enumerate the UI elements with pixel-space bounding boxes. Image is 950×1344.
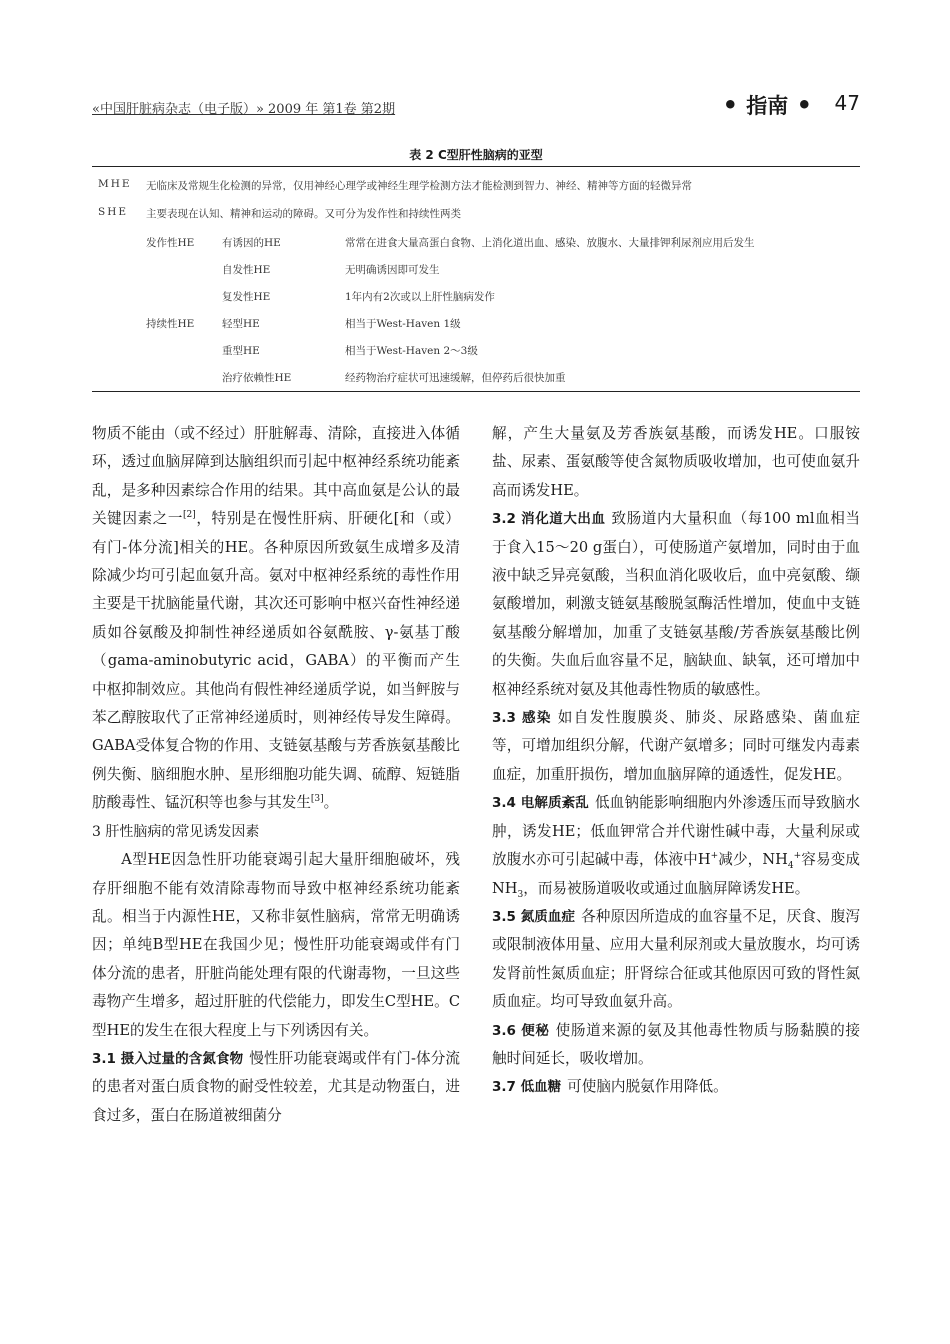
text: 如自发性腹膜炎、肺炎、尿路感染、菌血症等，可增加组织分解，代谢产氨增多；同时可继发内毒素血症，加重肝损伤，增加血脑屏障的通透性，促发HE。 bbox=[492, 709, 860, 783]
bullet-icon: • bbox=[722, 91, 747, 119]
text: 减少，NH bbox=[718, 851, 788, 869]
paragraph: A型HE因急性肝功能衰竭引起大量肝细胞破坏，残存肝细胞不能有效清除毒物而导致中枢神经系统功能紊乱。相当于内源性HE，又称非氨性脑病，常常无明确诱因；单纯B型HE在我国少见；慢性肝功能衰竭或伴有门体分流的患者，肝脏尚能处理有限的代谢毒物，一旦这些毒物产生增多，超过肝脏的代偿能力，即发生C型HE。C型HE的发生在很大程度上与下列诱因有关。 bbox=[92, 851, 460, 1039]
superscript: + bbox=[793, 851, 802, 862]
text: ，而易被肠道吸收或通过血脑屏障诱发HE。 bbox=[523, 879, 810, 897]
superscript: + bbox=[710, 851, 719, 862]
table-cell: 经药物治疗症状可迅速缓解，但停药后很快加重 bbox=[345, 372, 566, 384]
table-cell: 持续性HE bbox=[146, 318, 195, 330]
page-header bbox=[92, 92, 860, 120]
reference: [2] bbox=[183, 510, 196, 521]
table-top-rule bbox=[92, 166, 860, 167]
text: 使肠道来源的氨及其他毒性物质与肠黏膜的接触时间延长，吸收增加。 bbox=[492, 1021, 860, 1067]
table-cell: 重型HE bbox=[222, 345, 260, 357]
text: 各种原因所造成的血容量不足，厌食、腹泻或限制液体用量、应用大量利尿剂或大量放腹水，均可诱发肾前性氮质血症；肝肾综合征或其他原因可致的肾性氮质血症。均可导致血氨升高。 bbox=[492, 907, 860, 1011]
paragraph bbox=[92, 420, 460, 818]
reference: [3] bbox=[310, 794, 324, 805]
text: 慢性肝功能衰竭或伴有门-体分流的患者对蛋白质食物的耐受性较差，尤其是动物蛋白，进食过多，蛋白在肠道被细菌分 bbox=[92, 1049, 460, 1124]
paragraph bbox=[492, 1073, 860, 1101]
subsection-heading: 3.2 消化道大出血 bbox=[492, 511, 606, 528]
paragraph bbox=[492, 903, 860, 1017]
table-row bbox=[92, 178, 892, 200]
table-cell: 常常在进食大量高蛋白食物、上消化道出血、感染、放腹水、大量排钾利尿剂应用后发生 bbox=[345, 237, 755, 249]
table-cell: 相当于West-Haven 1级 bbox=[345, 318, 461, 330]
table-cell: MHE bbox=[98, 178, 132, 190]
table-cell: 治疗依赖性HE bbox=[222, 372, 292, 384]
subsection-heading: 3.6 便秘 bbox=[492, 1022, 550, 1039]
subsection-heading: 3.3 感染 bbox=[492, 710, 552, 727]
table-cell: 自发性HE bbox=[222, 264, 271, 276]
table-cell: SHE bbox=[98, 206, 129, 218]
bullet-icon: • bbox=[788, 91, 812, 119]
journal-citation: «中国肝脏病杂志（电子版）» 2009 年 第1卷 第2期 bbox=[92, 102, 396, 117]
section-heading: 3 肝性脑病的常见诱发因素 bbox=[92, 823, 260, 840]
subsection-heading: 3.1 摄入过量的含氮食物 bbox=[92, 1050, 244, 1067]
paragraph bbox=[492, 789, 860, 903]
table-cell: 复发性HE bbox=[222, 291, 271, 303]
table-caption: 表 2 C型肝性脑病的亚型 bbox=[409, 148, 543, 162]
table-cell: 无明确诱因即可发生 bbox=[345, 264, 440, 276]
subscript: 4 bbox=[787, 861, 794, 871]
table-row bbox=[92, 343, 892, 365]
subsection-heading: 3.4 电解质紊乱 bbox=[492, 795, 589, 812]
table-bottom-rule bbox=[92, 391, 860, 392]
table-cell: 轻型HE bbox=[222, 318, 260, 330]
left-column bbox=[92, 420, 460, 1130]
table-row bbox=[92, 235, 892, 257]
subsection-heading: 3.7 低血糖 bbox=[492, 1079, 562, 1096]
table-cell: 相当于West-Haven 2～3级 bbox=[345, 345, 478, 357]
paragraph bbox=[492, 505, 860, 704]
table-cell: 1年内有2次或以上肝性脑病发作 bbox=[345, 291, 495, 303]
table-row bbox=[92, 262, 892, 284]
text: 低血钠能影响细胞内外渗透压而导致脑水肿，诱发HE；低血钾常合并代谢性碱中毒，大量利尿或放腹水亦可引起碱中毒，体液中H bbox=[492, 794, 860, 869]
text: 容易变成NH bbox=[492, 851, 860, 897]
subsection-heading: 3.5 氮质血症 bbox=[492, 908, 576, 925]
table-row bbox=[92, 370, 892, 392]
text: 可使脑内脱氨作用降低。 bbox=[567, 1078, 728, 1096]
text: 。 bbox=[323, 794, 339, 812]
paragraph bbox=[492, 1017, 860, 1074]
section-title: 指南 bbox=[746, 94, 789, 118]
table-cell: 有诱因的HE bbox=[222, 237, 281, 249]
section-label bbox=[723, 90, 812, 120]
page-number: 47 bbox=[834, 91, 860, 115]
right-column bbox=[492, 420, 860, 1102]
table-cell: 主要表现在认知、精神和运动的障碍。又可分为发作性和持续性两类 bbox=[146, 208, 461, 220]
paragraph bbox=[492, 704, 860, 789]
table-row bbox=[92, 289, 892, 311]
text: 物质不能由（或不经过）肝脏解毒、清除，直接进入体循环，透过血脑屏障到达脑组织而引起中枢神经系统功能紊乱，是多种因素综合作用的结果。其中高血氨是公认的最关键因素之一 bbox=[92, 425, 460, 528]
text: ，特别是在慢性肝病、肝硬化[和（或）有门-体分流]相关的HE。各种原因所致氨生成增多及清除减少均可引起血氨升高。氨对中枢神经系统的毒性作用主要是干扰脑能量代谢，其次还可影响中枢兴奋性神经递质如谷氨酸及抑制性神经递质如谷氨酰胺、γ-氨基丁酸（gama-aminobutyric acid，GABA）的平衡而产生中枢抑制效应。其他尚有假性神经递质学说，如当鲆胺与苯乙醇胺取代了正常神经递质时，则神经传导发生障碍。GABA受体复合物的作用、支链氨基酸与芳香族氨基酸比例失衡、脑细胞水肿、星形细胞功能失调、硫醇、短链脂肪酸毒性、锰沉积等也参与其发生 bbox=[92, 510, 460, 812]
text: 致肠道内大量积血（每100 ml血相当于食入15～20 g蛋白），可使肠道产氨增加，同时由于血液中缺乏异亮氨酸，当积血消化吸收后，血中亮氨酸、缬氨酸增加，刺激支链氨基酸脱氢酶活性增加，使血中支链氨基酸分解增加，加重了支链氨基酸/芳香族氨基酸比例的失衡。失血后血容量不足，脑缺血、缺氧，还可增加中枢神经系统对氨及其他毒性物质的敏感性。 bbox=[492, 510, 860, 698]
subscript: 3 bbox=[517, 889, 524, 900]
table-cell: 发作性HE bbox=[146, 237, 195, 249]
paragraph bbox=[92, 1045, 460, 1130]
table-row bbox=[92, 316, 892, 338]
table-row bbox=[92, 206, 892, 228]
paragraph: 解，产生大量氨及芳香族氨基酸，而诱发HE。口服铵盐、尿素、蛋氨酸等使含氮物质吸收增加，也可使血氨升高而诱发HE。 bbox=[492, 425, 860, 499]
table-cell: 无临床及常规生化检测的异常，仅用神经心理学或神经生理学检测方法才能检测到智力、神经、精神等方面的轻微异常 bbox=[146, 180, 692, 192]
